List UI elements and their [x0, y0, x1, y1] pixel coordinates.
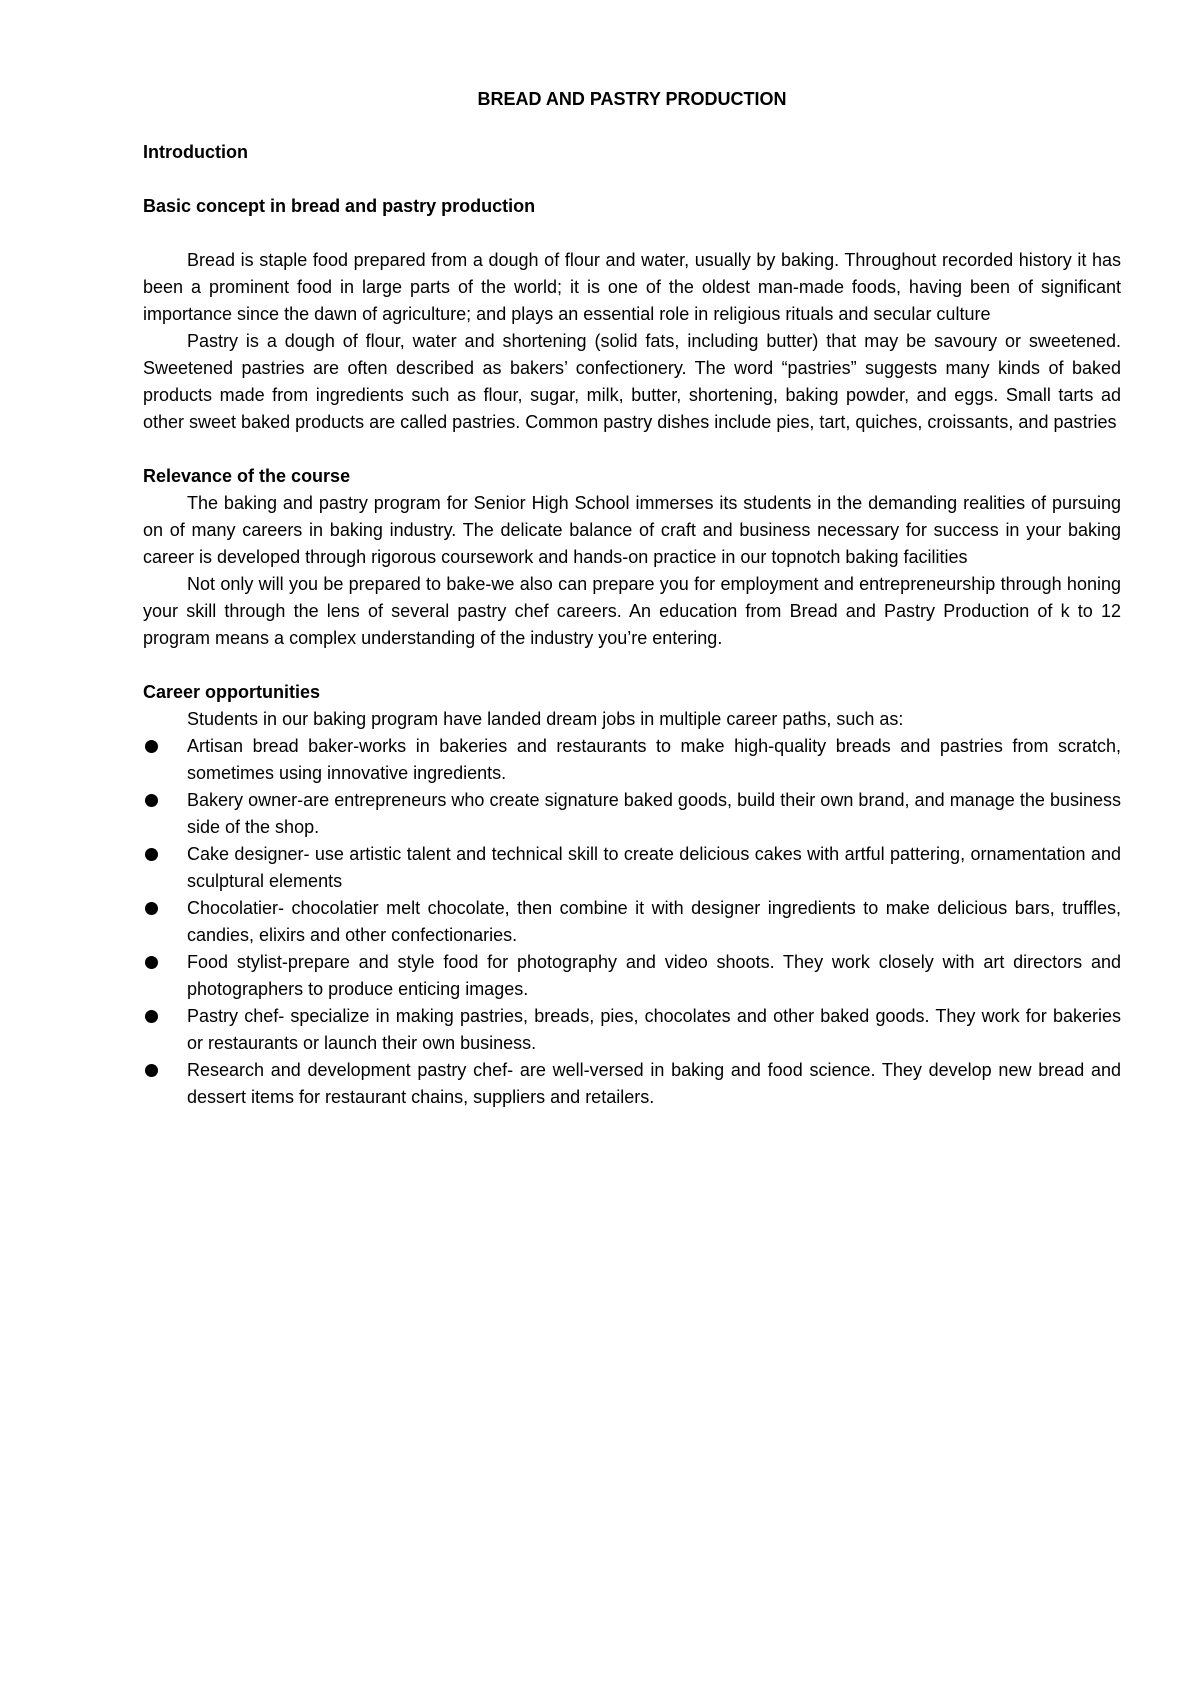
spacer — [143, 436, 1121, 463]
list-item-text: Bakery owner-are entrepreneurs who create signature baked goods, build their own brand, and manage the business side of the shop. — [187, 790, 1121, 837]
career-intro: Students in our baking program have landed dream jobs in multiple career paths, such as: — [187, 709, 904, 729]
list-item-text: Chocolatier- chocolatier melt chocolate, then combine it with designer ingredients to make delicious bars, truffles, candies, elixirs and other confectionaries. — [187, 898, 1121, 945]
bullet-icon — [145, 902, 158, 915]
bullet-icon — [145, 1010, 158, 1023]
bullet-icon — [145, 848, 158, 861]
list-item-text: Cake designer- use artistic talent and technical skill to create delicious cakes with artful pattering, ornamentation and sculptural elements — [187, 844, 1121, 891]
spacer — [143, 652, 1121, 679]
relevance-paragraph: Not only will you be prepared to bake-we also can prepare you for employment and entrepreneurship through honing your skill through the lens of several pastry chef careers. An education from Bread and Pastry Production of k to 12 program means a complex understanding of the industry you’re entering. — [143, 574, 1121, 648]
introduction-heading: Introduction — [143, 142, 248, 162]
list-item-text: Pastry chef- specialize in making pastries, breads, pies, chocolates and other baked goods. They work for bakeries or restaurants or launch their own business. — [187, 1006, 1121, 1053]
bullet-icon — [145, 740, 158, 753]
list-item — [143, 787, 1121, 841]
basic-concept-heading: Basic concept in bread and pastry production — [143, 196, 536, 216]
spacer — [143, 166, 1121, 193]
list-item — [143, 1003, 1121, 1057]
list-item — [143, 1057, 1121, 1111]
relevance-paragraph: The baking and pastry program for Senior High School immerses its students in the demanding realities of pursuing on of many careers in baking industry. The delicate balance of craft and business necessary for success in your baking career is developed through rigorous coursework and hands-on practice in our topnotch baking facilities — [143, 493, 1121, 567]
list-item — [143, 895, 1121, 949]
bullet-icon — [145, 794, 158, 807]
basic-concept-section — [143, 193, 1121, 436]
career-list — [143, 733, 1121, 1111]
list-item-text: Food stylist-prepare and style food for photography and video shoots. They work closely with art directors and photographers to produce enticing images. — [187, 952, 1121, 999]
bullet-icon — [145, 956, 158, 969]
pastry-paragraph: Pastry is a dough of flour, water and shortening (solid fats, including butter) that may be savoury or sweetened. Sweetened pastries are often described as bakers’ confectionery. The word “pastries” suggests many kinds of baked products made from ingredients such as flour, sugar, milk, butter, shortening, baking powder, and eggs. Small tarts ad other sweet baked products are called pastries. Common pastry dishes include pies, tart, quiches, croissants, and pastries — [143, 331, 1121, 432]
list-item — [143, 949, 1121, 1003]
document-body — [143, 139, 1121, 1111]
document-title: BREAD AND PASTRY PRODUCTION — [477, 89, 787, 109]
bread-paragraph: Bread is staple food prepared from a dough of flour and water, usually by baking. Throughout recorded history it has been a prominent food in large parts of the world; it is one of the oldest man-made foods, having been of significant importance since the dawn of agriculture; and plays an essential role in religious rituals and secular culture — [143, 250, 1121, 324]
list-item — [143, 841, 1121, 895]
list-item — [143, 733, 1121, 787]
list-item-text: Artisan bread baker-works in bakeries and restaurants to make high-quality breads and pastries from scratch, sometimes using innovative ingredients. — [187, 736, 1121, 783]
spacer — [143, 220, 1121, 247]
relevance-section — [143, 463, 1121, 652]
career-opportunities-heading: Career opportunities — [143, 682, 321, 702]
career-opportunities-section — [143, 679, 1121, 1111]
relevance-heading: Relevance of the course — [143, 466, 351, 486]
bullet-icon — [145, 1064, 158, 1077]
list-item-text: Research and development pastry chef- are well-versed in baking and food science. They develop new bread and dessert items for restaurant chains, suppliers and retailers. — [187, 1060, 1121, 1107]
